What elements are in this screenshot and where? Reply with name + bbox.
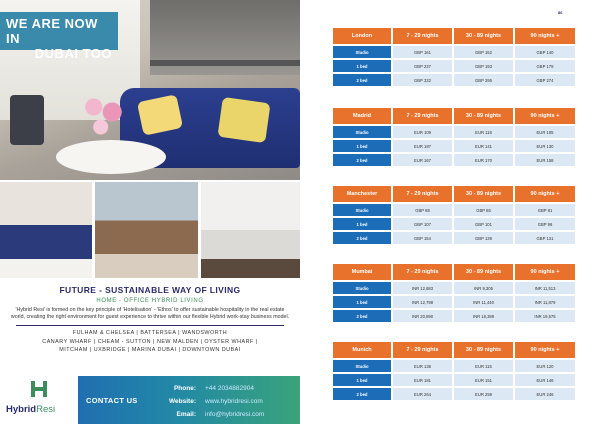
table-row — [333, 124, 575, 138]
logo-word-hybrid: Hybrid — [6, 404, 37, 415]
price-cell: INR 12,798 — [393, 296, 452, 308]
price-cell: EUR 115 — [454, 360, 513, 372]
row-type-cell: Studio — [333, 46, 391, 58]
price-cell: EUR 151 — [454, 374, 513, 386]
row-type-cell: 2 bed — [333, 74, 391, 86]
contact-website-link[interactable]: www.hybridresi.com — [205, 398, 263, 405]
price-table-manchester — [333, 186, 575, 244]
contact-row-phone — [156, 382, 264, 395]
page-number: 86 — [558, 10, 563, 15]
price-cell: GBP 96 — [515, 218, 575, 230]
divider — [16, 325, 284, 326]
table-row — [333, 44, 575, 58]
row-type-cell: 1 bed — [333, 140, 391, 152]
row-type-cell: Studio — [333, 126, 391, 138]
right-page — [300, 0, 600, 424]
price-cell: GBP 193 — [454, 60, 513, 72]
price-cell: GBP 140 — [515, 46, 575, 58]
column-header: 30 - 89 nights — [454, 108, 513, 124]
price-cell: EUR 146 — [515, 374, 575, 386]
price-cell: GBP 274 — [515, 74, 575, 86]
price-cell: GBP 179 — [515, 60, 575, 72]
price-table-munich — [333, 342, 575, 400]
row-type-cell: 1 bed — [333, 296, 391, 308]
column-header: 90 nights + — [515, 342, 575, 358]
price-cell: GBP 81 — [515, 204, 575, 216]
table-header-row — [333, 108, 575, 124]
location-line: MITCHAM | UXBRIDGE | MARINA DUBAI | DOWNTOWN DUBAI — [59, 347, 241, 353]
table-row — [333, 138, 575, 152]
contact-email-link[interactable]: info@hybridresi.com — [205, 411, 265, 418]
table-row — [333, 372, 575, 386]
price-cell: GBP 237 — [393, 60, 452, 72]
price-cell: INR 11,440 — [454, 296, 513, 308]
price-cell: INR 9,305 — [454, 282, 513, 294]
price-cell: GBP 295 — [454, 74, 513, 86]
banner-line-2: DUBAI TOO — [34, 46, 112, 61]
price-cell: GBP 332 — [393, 74, 452, 86]
price-cell: EUR 167 — [393, 154, 452, 166]
price-cell: EUR 187 — [393, 140, 452, 152]
row-type-cell: 1 bed — [333, 374, 391, 386]
column-header: 90 nights + — [515, 264, 575, 280]
price-cell: EUR 138 — [393, 360, 452, 372]
section-subtitle: HOME - OFFICE HYBRID LIVING — [96, 298, 204, 304]
column-header: 30 - 89 nights — [454, 342, 513, 358]
column-header: 30 - 89 nights — [454, 28, 513, 44]
price-cell: INR 11,879 — [515, 296, 575, 308]
price-cell: EUR 246 — [515, 388, 575, 400]
banner-line-1: WE ARE NOW IN — [6, 16, 98, 46]
section-description: 'Hybrid Resi' is formed on the key principle of 'Hotelisation' - 'Ethos' to offer sustainable hospitality in the real estate world, creating the right environment for guest experience to thrive within our flexible Hybrid work-stay business model. — [10, 307, 290, 320]
contact-phone[interactable]: +44 2034882904 — [205, 385, 254, 392]
column-header: 90 nights + — [515, 108, 575, 124]
row-type-cell: 2 bed — [333, 154, 391, 166]
city-header: Munich — [333, 342, 391, 358]
price-cell: GBP 86 — [454, 204, 513, 216]
intro-section — [0, 283, 300, 355]
logo-wordmark — [6, 404, 55, 415]
contact-panel — [78, 376, 300, 424]
price-cell: INR 18,389 — [454, 310, 513, 322]
contact-row-website — [156, 395, 264, 408]
row-type-cell: Studio — [333, 360, 391, 372]
contact-key: Email: — [176, 411, 196, 418]
price-cell: EUR 105 — [515, 126, 575, 138]
column-header: 90 nights + — [515, 28, 575, 44]
photo-dining — [95, 182, 198, 278]
price-cell: EUR 130 — [515, 140, 575, 152]
contact-row-email — [156, 408, 264, 421]
row-type-cell: 2 bed — [333, 232, 391, 244]
column-header: 7 - 29 nights — [393, 342, 452, 358]
hero-photo-living-room — [0, 0, 300, 180]
table-row — [333, 280, 575, 294]
column-header: 30 - 89 nights — [454, 264, 513, 280]
city-header: Manchester — [333, 186, 391, 202]
price-cell: EUR 181 — [393, 374, 452, 386]
photo-strip — [0, 182, 300, 278]
table-row — [333, 58, 575, 72]
hero-coffee-table — [56, 140, 166, 174]
hero-chair — [10, 95, 44, 145]
price-cell: GBP 101 — [454, 218, 513, 230]
column-header: 7 - 29 nights — [393, 264, 452, 280]
row-type-cell: 1 bed — [333, 218, 391, 230]
hero-flowers — [80, 92, 126, 142]
table-row — [333, 386, 575, 400]
logo-mark-icon — [31, 381, 47, 397]
location-line: CANARY WHARF | CHEAM - SUTTON | NEW MALDEN | OYSTER WHARF | — [42, 338, 258, 345]
price-cell: EUR 259 — [454, 388, 513, 400]
hero-pillow — [217, 97, 270, 143]
table-row — [333, 216, 575, 230]
price-cell: GBP 152 — [454, 46, 513, 58]
row-type-cell: Studio — [333, 282, 391, 294]
price-cell: INR 11,513 — [515, 282, 575, 294]
hybrid-resi-logo — [0, 376, 78, 424]
column-header: 7 - 29 nights — [393, 186, 452, 202]
dubai-banner — [0, 12, 118, 61]
price-cell: INR 20,890 — [393, 310, 452, 322]
price-cell: GBP 88 — [393, 204, 452, 216]
row-type-cell: 2 bed — [333, 388, 391, 400]
column-header: 7 - 29 nights — [393, 108, 452, 124]
price-cell: GBP 107 — [393, 218, 452, 230]
footer — [0, 376, 300, 424]
table-header-row — [333, 264, 575, 280]
city-header: London — [333, 28, 391, 44]
price-table-mumbai — [333, 264, 575, 322]
city-header: Madrid — [333, 108, 391, 124]
price-cell: GBP 139 — [454, 232, 513, 244]
logo-word-resi: Resi — [36, 404, 56, 415]
table-row — [333, 72, 575, 86]
contact-key: Phone: — [173, 385, 196, 392]
table-row — [333, 202, 575, 216]
table-row — [333, 308, 575, 322]
table-row — [333, 358, 575, 372]
price-cell: EUR 264 — [393, 388, 452, 400]
contact-key: Website: — [169, 398, 196, 405]
table-row — [333, 230, 575, 244]
price-cell: EUR 141 — [454, 140, 513, 152]
location-line: FULHAM & CHELSEA | BATTERSEA | WANDSWORTH — [72, 330, 228, 336]
contact-label: CONTACT US — [86, 396, 138, 405]
column-header: 90 nights + — [515, 186, 575, 202]
table-header-row — [333, 186, 575, 202]
table-header-row — [333, 28, 575, 44]
row-type-cell: Studio — [333, 204, 391, 216]
table-header-row — [333, 342, 575, 358]
price-cell: EUR 118 — [454, 126, 513, 138]
price-cell: EUR 170 — [454, 154, 513, 166]
city-header: Mumbai — [333, 264, 391, 280]
row-type-cell: 1 bed — [333, 60, 391, 72]
photo-bathroom — [201, 182, 300, 278]
table-row — [333, 294, 575, 308]
photo-bedroom — [0, 182, 92, 278]
price-cell: GBP 131 — [515, 232, 575, 244]
price-table-madrid — [333, 108, 575, 166]
price-cell: GBP 154 — [393, 232, 452, 244]
section-title: FUTURE - SUSTAINABLE WAY OF LIVING — [59, 285, 241, 295]
table-row — [333, 152, 575, 166]
price-cell: EUR 120 — [515, 360, 575, 372]
column-header: 30 - 89 nights — [454, 186, 513, 202]
price-table-london — [333, 28, 575, 86]
price-cell: GBP 161 — [393, 46, 452, 58]
price-cell: EUR 158 — [515, 154, 575, 166]
column-header: 7 - 29 nights — [393, 28, 452, 44]
price-cell: INR 12,683 — [393, 282, 452, 294]
hero-shelf — [150, 60, 300, 66]
price-cell: EUR 109 — [393, 126, 452, 138]
row-type-cell: 2 bed — [333, 310, 391, 322]
price-cell: INR 19,575 — [515, 310, 575, 322]
